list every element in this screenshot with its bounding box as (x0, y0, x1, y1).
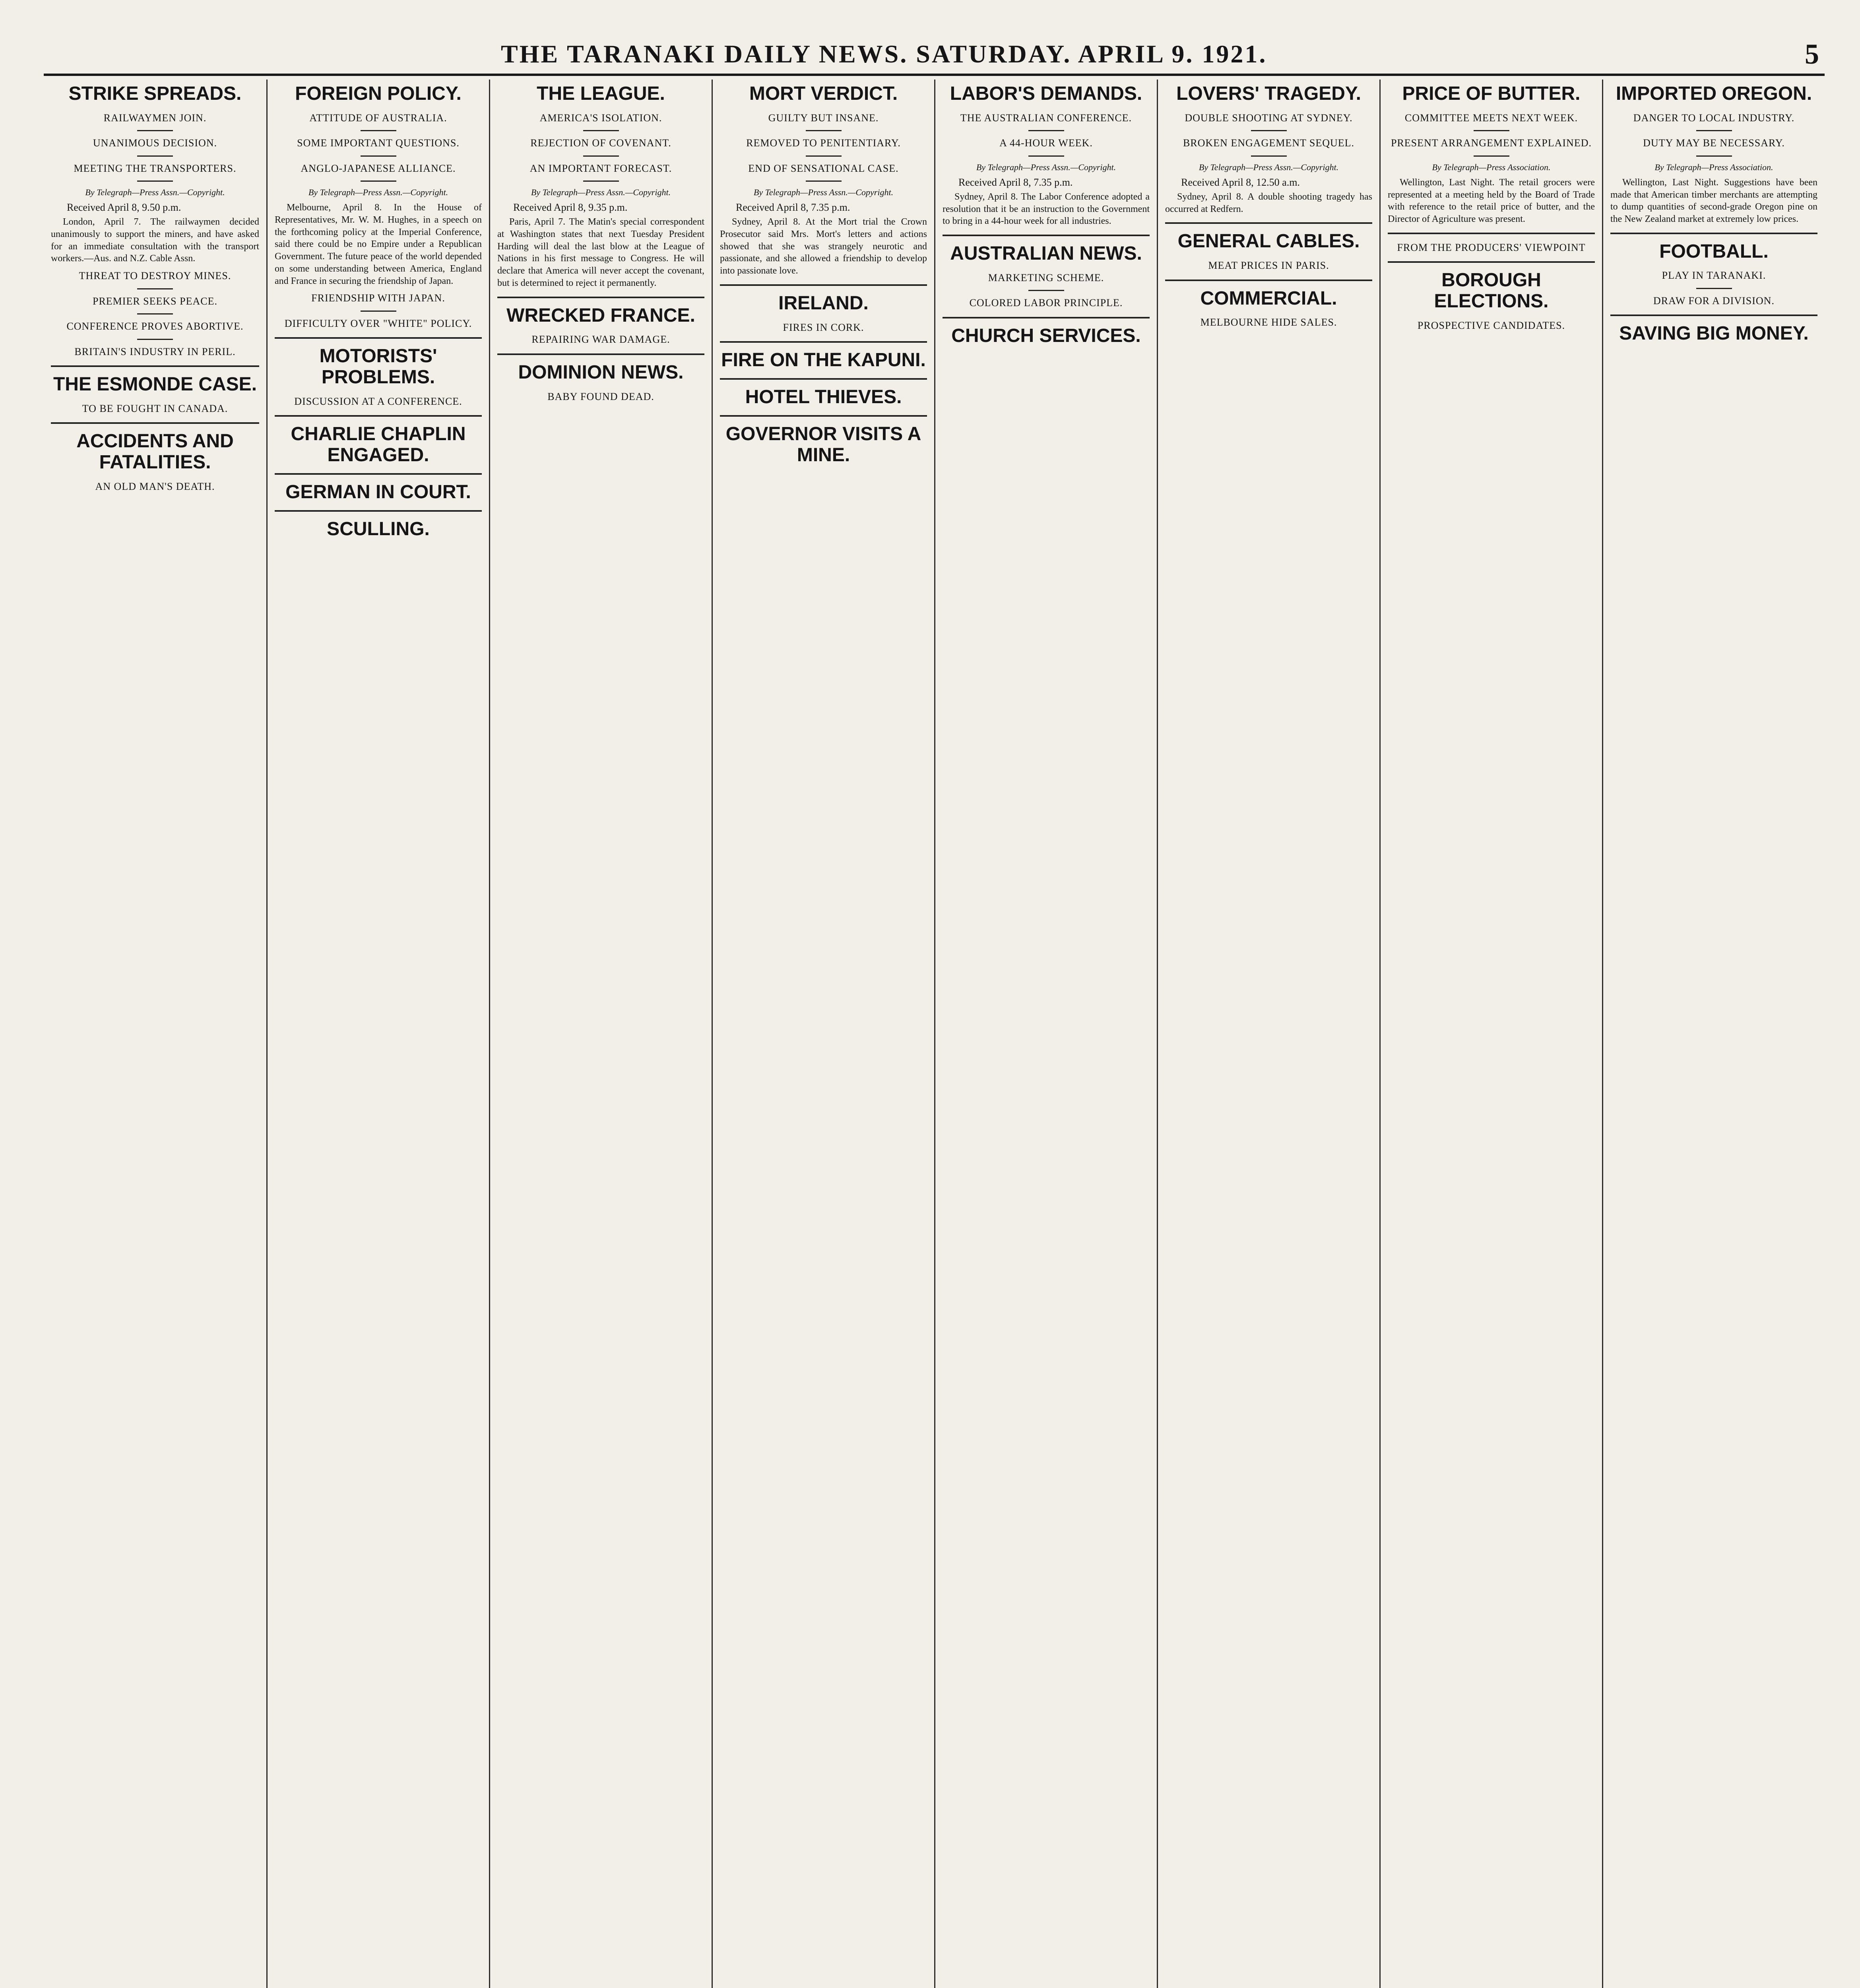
section-rule (275, 473, 482, 475)
subhead: BABY FOUND DEAD. (547, 390, 654, 402)
divider (1474, 155, 1509, 157)
subhead: DIFFICULTY OVER "WHITE" POLICY. (284, 317, 472, 329)
article-body: Paris, April 7. The Matin's special correspondent at Washington states that next Tuesday President Harding will deal the last blow at the League of Nations in his first message to Congress. He will declare that America will never accept the covenant, but is determined to reject it permanently. (497, 217, 704, 288)
column-4 (712, 80, 934, 1988)
headline: BOROUGH ELECTIONS. (1434, 270, 1549, 312)
credit-line: By Telegraph—Press Assn.—Copyright. (85, 187, 225, 198)
subhead: COMMITTEE MEETS NEXT WEEK. (1404, 112, 1578, 124)
column-8 (1602, 80, 1825, 1988)
divider (1474, 130, 1509, 131)
credit-line: By Telegraph—Press Assn.—Copyright. (531, 187, 671, 198)
divider (806, 130, 842, 131)
headline: THE LEAGUE. (537, 83, 665, 104)
subhead: MEETING THE TRANSPORTERS. (74, 162, 237, 174)
subhead: DRAW FOR A DIVISION. (1653, 295, 1775, 307)
subhead: FRIENDSHIP WITH JAPAN. (311, 292, 445, 304)
received-line: Received April 8, 9.50 p.m. (67, 202, 181, 214)
subhead: BRITAIN'S INDUSTRY IN PERIL. (74, 346, 236, 357)
section-rule (720, 284, 927, 286)
subhead: COLORED LABOR PRINCIPLE. (969, 297, 1123, 309)
credit-line: By Telegraph—Press Assn.—Copyright. (976, 162, 1116, 172)
subhead: CONFERENCE PROVES ABORTIVE. (66, 320, 244, 332)
subhead: UNANIMOUS DECISION. (93, 137, 217, 149)
subhead: MELBOURNE HIDE SALES. (1200, 316, 1337, 328)
divider (1251, 130, 1287, 131)
subhead: DANGER TO LOCAL INDUSTRY. (1633, 112, 1795, 124)
headline: IRELAND. (778, 292, 869, 314)
headline: STRIKE SPREADS. (68, 83, 242, 104)
subhead: GUILTY BUT INSANE. (768, 112, 879, 124)
divider (361, 181, 396, 182)
section-rule (51, 365, 259, 367)
received-line: Received April 8, 12.50 a.m. (1181, 176, 1300, 188)
headline: SCULLING. (327, 518, 430, 540)
received-line: Received April 8, 7.35 p.m. (736, 202, 850, 214)
subhead: BROKEN ENGAGEMENT SEQUEL. (1183, 137, 1355, 149)
page-number: 5 (1805, 38, 1821, 70)
article-body: Sydney, April 8. The Labor Conference adopted a resolution that it be an instruction to the Government to bring in a 44-hour week for all industries. (943, 191, 1150, 227)
section-rule (1610, 233, 1817, 234)
divider (137, 155, 173, 157)
article-body: Wellington, Last Night. The retail grocers were represented at a meeting held by the Board of Trade with reference to the retail price of butter, and the Director of Agriculture was present. (1388, 177, 1595, 224)
divider (137, 313, 173, 315)
headline: FOOTBALL. (1659, 241, 1769, 262)
subhead: TO BE FOUGHT IN CANADA. (82, 402, 228, 414)
article-body: Sydney, April 8. At the Mort trial the Crown Prosecutor said Mrs. Mort's letters and actions showed that she was strangely neurotic and passionate, and she allowed a friendship to develop into passionate love. (720, 217, 927, 276)
article-body: Wellington, Last Night. Suggestions have been made that American timber merchants are attempting to dump quantities of second-grade Oregon pine on the New Zealand market at extremely low prices. (1610, 177, 1817, 224)
subhead: DUTY MAY BE NECESSARY. (1643, 137, 1785, 149)
column-5 (934, 80, 1157, 1988)
subhead: A 44-HOUR WEEK. (999, 137, 1093, 149)
section-rule (275, 337, 482, 339)
subhead: AN IMPORTANT FORECAST. (529, 162, 672, 174)
headline: GERMAN IN COURT. (285, 481, 471, 503)
credit-line: By Telegraph—Press Assn.—Copyright. (1199, 162, 1339, 172)
divider (806, 181, 842, 182)
section-rule (1165, 222, 1372, 224)
subhead: SOME IMPORTANT QUESTIONS. (297, 137, 460, 149)
received-line: Received April 8, 9.35 p.m. (513, 202, 628, 214)
subhead: PREMIER SEEKS PEACE. (93, 295, 217, 307)
subhead: PRESENT ARRANGEMENT EXPLAINED. (1391, 137, 1592, 149)
article-body: Melbourne, April 8. In the House of Representatives, Mr. W. M. Hughes, in a speech on the forthcoming policy at the Imperial Conference, said there could be no Empire under a Republican Government. The future peace of the world depended on some understanding between America, England and France in securing the friendship of Japan. (275, 202, 482, 286)
column-2 (266, 80, 489, 1988)
headline: MORT VERDICT. (749, 83, 898, 104)
divider (361, 155, 396, 157)
credit-line: By Telegraph—Press Assn.—Copyright. (753, 187, 894, 198)
subhead: THE AUSTRALIAN CONFERENCE. (960, 112, 1132, 124)
section-rule (1165, 280, 1372, 281)
subhead: REJECTION OF COVENANT. (530, 137, 671, 149)
subhead: THREAT TO DESTROY MINES. (79, 270, 231, 282)
subhead: REPAIRING WAR DAMAGE. (531, 334, 670, 346)
headline: CHURCH SERVICES. (951, 325, 1141, 346)
section-rule (1388, 233, 1595, 234)
headline: IMPORTED OREGON. (1616, 83, 1812, 104)
section-rule (943, 235, 1150, 236)
masthead (44, 38, 1825, 74)
headline: AUSTRALIAN NEWS. (950, 243, 1142, 264)
divider (583, 130, 619, 131)
section-rule (720, 415, 927, 417)
divider (806, 155, 842, 157)
article-body: London, April 7. The railwaymen decided unanimously to support the miners, and have asked for an immediate consultation with the transport workers.—Aus. and N.Z. Cable Assn. (51, 217, 259, 264)
divider (137, 288, 173, 289)
subhead: AN OLD MAN'S DEATH. (95, 481, 215, 493)
divider (1028, 155, 1064, 157)
divider (361, 130, 396, 131)
divider (583, 181, 619, 182)
section-rule (275, 415, 482, 417)
article-body: Sydney, April 8. A double shooting tragedy has occurred at Redfern. (1165, 191, 1372, 214)
masthead-rule (44, 74, 1825, 76)
subhead: AMERICA'S ISOLATION. (539, 112, 662, 124)
headline: GOVERNOR VISITS A MINE. (725, 423, 921, 466)
credit-line: By Telegraph—Press Association. (1654, 162, 1773, 172)
section-rule (720, 378, 927, 380)
divider (583, 155, 619, 157)
divider (361, 311, 396, 312)
subhead: REMOVED TO PENITENTIARY. (746, 137, 901, 149)
column-7 (1379, 80, 1602, 1988)
headline: LOVERS' TRAGEDY. (1176, 83, 1361, 104)
headline: FIRE ON THE KAPUNI. (721, 349, 926, 371)
credit-line: By Telegraph—Press Assn.—Copyright. (308, 187, 448, 198)
section-rule (497, 353, 704, 355)
subhead: FROM THE PRODUCERS' VIEWPOINT (1397, 241, 1586, 253)
subhead: MEAT PRICES IN PARIS. (1208, 260, 1329, 272)
subhead: RAILWAYMEN JOIN. (103, 112, 207, 124)
divider (137, 339, 173, 340)
column-6 (1157, 80, 1379, 1988)
headline: GENERAL CABLES. (1177, 231, 1360, 252)
headline: LABOR'S DEMANDS. (950, 83, 1142, 104)
subhead: END OF SENSATIONAL CASE. (748, 162, 899, 174)
section-rule (1388, 261, 1595, 263)
credit-line: By Telegraph—Press Association. (1432, 162, 1551, 172)
divider (1028, 130, 1064, 131)
subhead: DISCUSSION AT A CONFERENCE. (294, 395, 462, 407)
subhead: DOUBLE SHOOTING AT SYDNEY. (1185, 112, 1353, 124)
headline: CHARLIE CHAPLIN ENGAGED. (291, 423, 466, 466)
divider (1696, 130, 1732, 131)
section-rule (497, 297, 704, 298)
subhead: PROSPECTIVE CANDIDATES. (1417, 319, 1565, 331)
subhead: ATTITUDE OF AUSTRALIA. (309, 112, 447, 124)
headline: DOMINION NEWS. (518, 361, 684, 383)
headline: MOTORISTS' PROBLEMS. (319, 346, 437, 388)
subhead: ANGLO-JAPANESE ALLIANCE. (301, 162, 456, 174)
subhead: PLAY IN TARANAKI. (1662, 270, 1766, 282)
headline: FOREIGN POLICY. (295, 83, 462, 104)
divider (137, 130, 173, 131)
masthead-title: THE TARANAKI DAILY NEWS. SATURDAY. APRIL 9. 1921. (501, 40, 1267, 68)
divider (1696, 288, 1732, 289)
section-rule (943, 317, 1150, 318)
divider (1251, 155, 1287, 157)
section-rule (720, 341, 927, 343)
headline: SAVING BIG MONEY. (1619, 323, 1809, 344)
subhead: FIRES IN CORK. (783, 321, 864, 333)
divider (137, 181, 173, 182)
column-3 (489, 80, 712, 1988)
divider (1028, 290, 1064, 291)
headline: HOTEL THIEVES. (745, 386, 902, 408)
divider (1696, 155, 1732, 157)
received-line: Received April 8, 7.35 p.m. (958, 176, 1073, 188)
headline: PRICE OF BUTTER. (1402, 83, 1581, 104)
headline: THE ESMONDE CASE. (53, 374, 257, 395)
subhead: MARKETING SCHEME. (988, 272, 1104, 283)
section-rule (275, 510, 482, 512)
headline: WRECKED FRANCE. (506, 305, 695, 326)
section-rule (1610, 315, 1817, 316)
section-rule (51, 422, 259, 424)
columns (44, 80, 1825, 1988)
headline: ACCIDENTS AND FATALITIES. (76, 431, 234, 473)
column-1 (44, 80, 266, 1988)
headline: COMMERCIAL. (1200, 287, 1337, 309)
